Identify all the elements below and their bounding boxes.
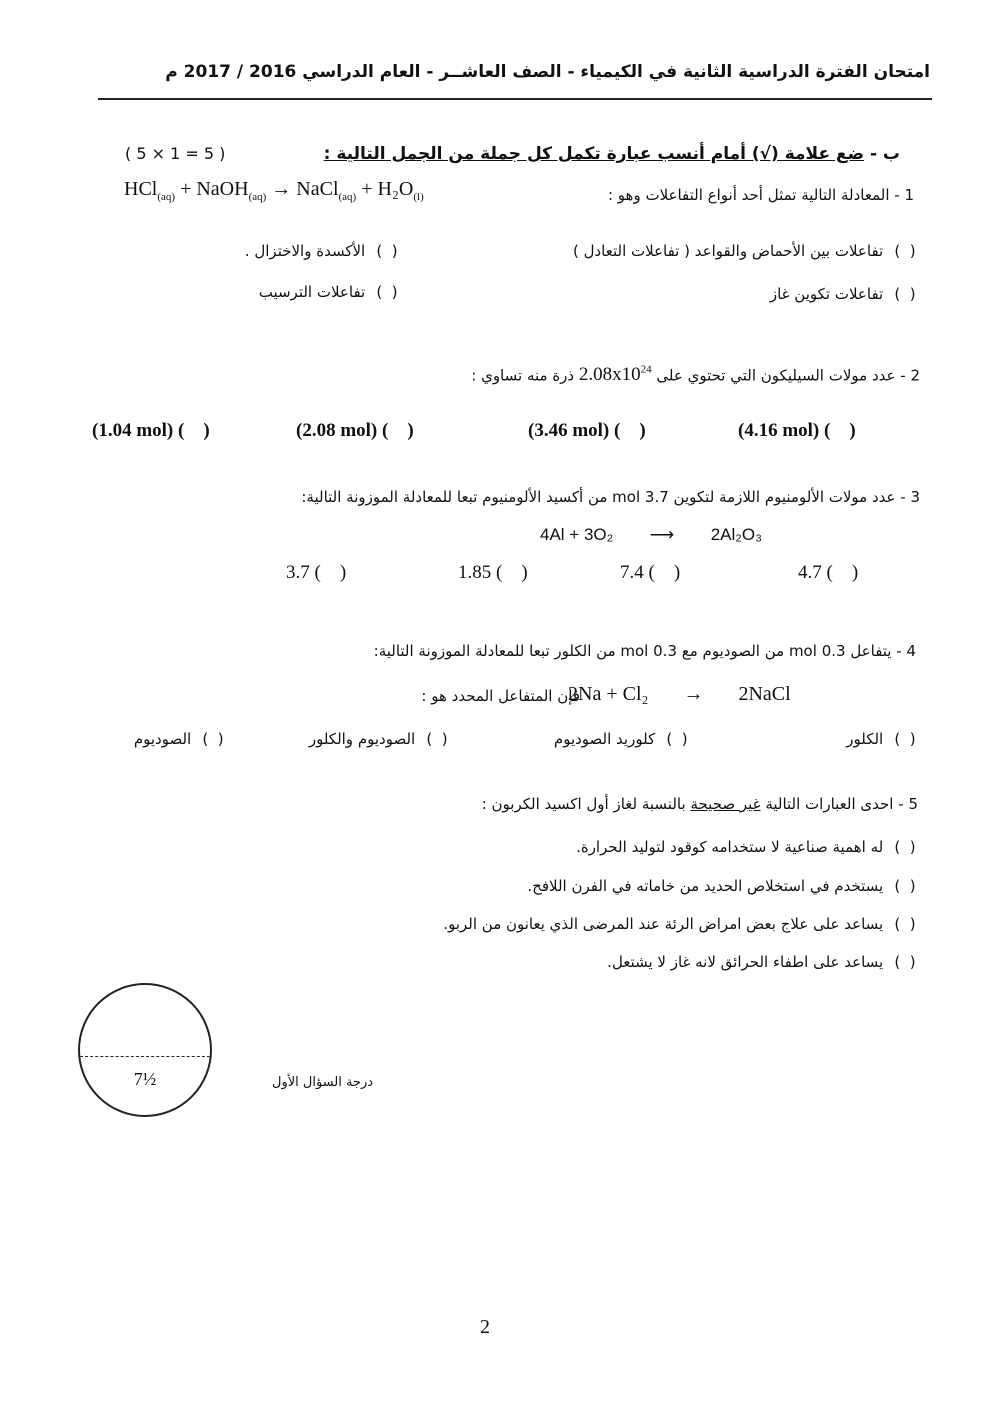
question-3-equation [540, 525, 762, 545]
score-label: درجة السؤال الأول [272, 1075, 374, 1090]
q2-option-4-checkbox[interactable]: ( ) [178, 420, 210, 441]
q1-option-4-checkbox[interactable]: ( ) [376, 283, 398, 301]
question-5-stem-underlined: غير صحيحة [690, 795, 761, 813]
q3-option-3-label: 1.85 [458, 562, 492, 583]
q3-option-2-checkbox[interactable]: ( ) [648, 562, 681, 583]
q1-option-3-checkbox[interactable]: ( ) [894, 285, 916, 303]
q3-option-2[interactable] [620, 562, 680, 584]
q5-option-1-checkbox[interactable]: ( ) [894, 838, 916, 856]
score-circle [78, 983, 212, 1117]
q1-option-4-label: تفاعلات الترسيب [258, 283, 366, 301]
q4-option-2-label: كلوريد الصوديوم [553, 730, 656, 748]
eq1-state-4: (l) [413, 191, 424, 203]
eq1-term-h2o: H₂O [377, 178, 414, 200]
q4-option-4-label: الصوديوم [133, 730, 192, 748]
eq1-arrow: → [266, 178, 297, 200]
q4-option-2[interactable] [554, 730, 694, 748]
q1-option-2-label: الأكسدة والاختزال . [244, 242, 366, 260]
question-4-stem: يتفاعل 0.3 mol من الصوديوم مع 0.3 mol من الكلور تبعا للمعادلة الموزونة التالية: [373, 642, 892, 660]
question-3-number: 3 - [900, 488, 920, 506]
q3-option-4-checkbox[interactable]: ( ) [314, 562, 347, 583]
eq1-state-2: (aq) [248, 191, 267, 203]
eq4-products: 2NaCl [738, 683, 791, 705]
question-2-text [471, 364, 920, 386]
q5-option-3[interactable] [443, 915, 922, 933]
question-5-stem-end: بالنسبة لغاز أول اكسيد الكربون : [481, 795, 686, 813]
section-marks: ( 5 × 1 = 5 ) [125, 144, 226, 163]
q2-option-1[interactable] [738, 420, 856, 442]
q1-option-3[interactable] [770, 285, 922, 303]
q2-option-2[interactable] [528, 420, 646, 442]
eq1-state-1: (aq) [157, 191, 176, 203]
q1-option-3-label: تفاعلات تكوين غاز [769, 285, 884, 303]
q3-option-4-label: 3.7 [286, 562, 310, 583]
header-divider [98, 98, 932, 100]
q1-option-1[interactable] [573, 242, 922, 260]
question-4-number: 4 - [896, 642, 916, 660]
q1-option-4[interactable] [259, 283, 404, 301]
q5-option-2-checkbox[interactable]: ( ) [894, 877, 916, 895]
question-2-number: 2 - [900, 366, 920, 385]
question-5-stem-start: احدى العبارات التالية [765, 795, 894, 813]
q5-option-2-label: يستخدم في استخلاص الحديد من خاماته في الفرن اللافح. [527, 877, 884, 895]
q2-option-3[interactable] [296, 420, 414, 442]
eq3-products: 2Al₂O₃ [710, 525, 763, 544]
question-4-equation [568, 683, 791, 706]
eq1-term-hcl: HCl [124, 178, 158, 200]
q2-option-1-label: (4.16 mol) [738, 420, 820, 441]
q2-option-3-label: (2.08 mol) [296, 420, 378, 441]
q3-option-1-checkbox[interactable]: ( ) [826, 562, 859, 583]
q1-option-1-checkbox[interactable]: ( ) [894, 242, 916, 260]
section-instruction-text: ضع علامة (√) أمام أنسب عبارة تكمل كل جملة من الجمل التالية : [323, 144, 865, 164]
section-prefix: ب - [869, 144, 900, 164]
q4-option-4[interactable] [134, 730, 230, 748]
page-number: 2 [480, 1316, 490, 1338]
q5-option-4-checkbox[interactable]: ( ) [894, 953, 916, 971]
eq1-plus-1: + [175, 178, 197, 200]
q2-option-2-label: (3.46 mol) [528, 420, 610, 441]
question-4-text [374, 642, 916, 660]
q5-option-1[interactable] [576, 838, 922, 856]
q5-option-4-label: يساعد على اطفاء الحرائق لانه غاز لا يشتعل. [607, 953, 884, 971]
q1-option-2-checkbox[interactable]: ( ) [376, 242, 398, 260]
score-divider [80, 1056, 210, 1057]
question-5-number: 5 - [898, 795, 918, 813]
eq3-reactants: 4Al + 3O₂ [540, 525, 614, 544]
q4-option-3-label: الصوديوم والكلور [308, 730, 416, 748]
question-2-quantity [579, 364, 652, 385]
q4-option-1-checkbox[interactable]: ( ) [894, 730, 916, 748]
question-4-limiting-text: فإن المتفاعل المحدد هو : [421, 687, 580, 705]
q2-option-2-checkbox[interactable]: ( ) [614, 420, 646, 441]
q1-option-2[interactable] [245, 242, 404, 260]
eq4-arrow: → [683, 683, 704, 705]
question-3-text [301, 488, 920, 506]
question-2-mantissa: 2.08x10 [578, 364, 641, 386]
exam-header-title: امتحان الفترة الدراسية الثانية في الكيمياء - الصف العاشــر - العام الدراسي 2016 / 2017 م [165, 62, 930, 82]
q4-option-1-label: الكلور [846, 730, 884, 748]
question-1-stem: المعادلة التالية تمثل أحد أنواع التفاعلات وهو : [607, 186, 890, 204]
q3-option-3-checkbox[interactable]: ( ) [496, 562, 528, 583]
q5-option-3-label: يساعد على علاج بعض امراض الرئة عند المرضى الذي يعانون من الربو. [443, 915, 884, 933]
q3-option-4[interactable] [286, 562, 346, 584]
section-instruction [324, 144, 900, 164]
q4-option-1[interactable] [846, 730, 922, 748]
q4-option-3-checkbox[interactable]: ( ) [426, 730, 448, 748]
q2-option-3-checkbox[interactable]: ( ) [382, 420, 414, 441]
q1-option-1-label: تفاعلات بين الأحماض والقواعد ( تفاعلات التعادل ) [572, 242, 884, 260]
question-5-text [482, 795, 918, 813]
q3-option-1-label: 4.7 [798, 562, 822, 583]
eq1-term-naoh: NaOH [196, 178, 249, 200]
q2-option-4-label: (1.04 mol) [92, 420, 174, 441]
eq4-reactants: 2Na + Cl₂ [568, 683, 649, 705]
question-1-equation [124, 178, 424, 203]
score-value: 7½ [133, 1069, 157, 1089]
q3-option-2-label: 7.4 [620, 562, 644, 583]
q5-option-1-label: له اهمية صناعية لا ستخدامه كوقود لتوليد الحرارة. [576, 838, 884, 856]
question-3-stem: عدد مولات الألومنيوم اللازمة لتكوين 3.7 mol من أكسيد الألومنيوم تبعا للمعادلة الموزونة التالية: [301, 488, 896, 506]
question-2-exponent: 24 [640, 364, 652, 376]
q4-option-2-checkbox[interactable]: ( ) [666, 730, 688, 748]
q4-option-4-checkbox[interactable]: ( ) [202, 730, 224, 748]
eq1-term-nacl: NaCl [296, 178, 339, 200]
question-1-number: 1 - [894, 186, 914, 204]
eq1-plus-2: + [356, 178, 378, 200]
question-1-text [608, 186, 914, 204]
q5-option-2[interactable] [527, 877, 922, 895]
q2-option-4[interactable] [92, 420, 210, 442]
q2-option-1-checkbox[interactable]: ( ) [824, 420, 856, 441]
eq3-arrow: ⟶ [649, 525, 675, 544]
q4-option-3[interactable] [309, 730, 454, 748]
q3-option-3[interactable] [458, 562, 528, 584]
q5-option-3-checkbox[interactable]: ( ) [894, 915, 916, 933]
q5-option-4[interactable] [607, 953, 922, 971]
eq1-state-3: (aq) [338, 191, 357, 203]
question-2-stem-end: ذرة منه تساوي : [471, 366, 575, 385]
q3-option-1[interactable] [798, 562, 858, 584]
question-2-stem-start: عدد مولات السيليكون التي تحتوي على [656, 366, 896, 385]
